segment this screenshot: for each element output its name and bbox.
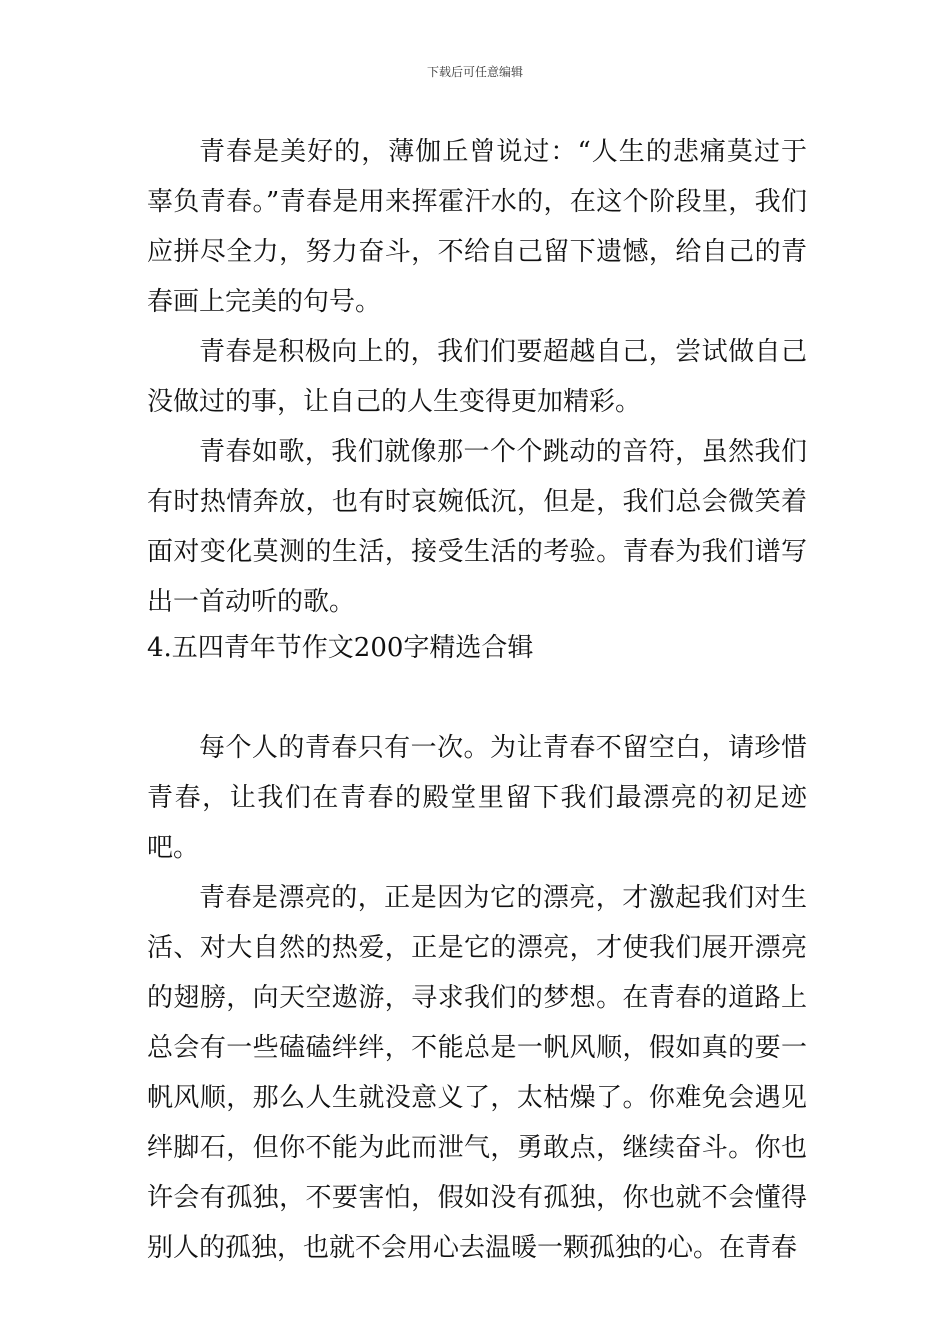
- body-text-block-2: [147, 723, 807, 1273]
- paragraph: 青春是积极向上的，我们们要超越自己，尝试做自己没做过的事，让自己的人生变得更加精彩。: [147, 337, 807, 417]
- body-text-block-1: [147, 127, 807, 627]
- paragraph: 每个人的青春只有一次。为让青春不留空白，请珍惜青春，让我们在青春的殿堂里留下我们最漂亮的初足迹吧。: [147, 733, 807, 863]
- section-heading: 4.五四青年节作文200字精选合辑: [147, 633, 534, 663]
- paragraph: 青春如歌，我们就像那一个个跳动的音符，虽然我们有时热情奔放，也有时哀婉低沉，但是，我们总会微笑着面对变化莫测的生活，接受生活的考验。青春为我们谱写出一首动听的歌。: [147, 437, 807, 617]
- paragraph: 青春是美好的，薄伽丘曾说过：“人生的悲痛莫过于辜负青春。”青春是用来挥霍汗水的，在这个阶段里，我们应拼尽全力，努力奋斗，不给自己留下遗憾，给自己的青春画上完美的句号。: [147, 137, 807, 317]
- paragraph: 青春是漂亮的，正是因为它的漂亮，才激起我们对生活、对大自然的热爱，正是它的漂亮，才使我们展开漂亮的翅膀，向天空遨游，寻求我们的梦想。在青春的道路上总会有一些磕磕绊绊，不能总是一帆风顺，假如真的要一帆风顺，那么人生就没意义了，太枯燥了。你难免会遇见绊脚石，但你不能为此而泄气，勇敢点，继续奋斗。你也许会有孤独，不要害怕，假如没有孤独，你也就不会懂得别人的孤独，也就不会用心去温暖一颗孤独的心。在青春: [147, 883, 807, 1263]
- header-note: 下载后可任意编辑: [426, 65, 523, 79]
